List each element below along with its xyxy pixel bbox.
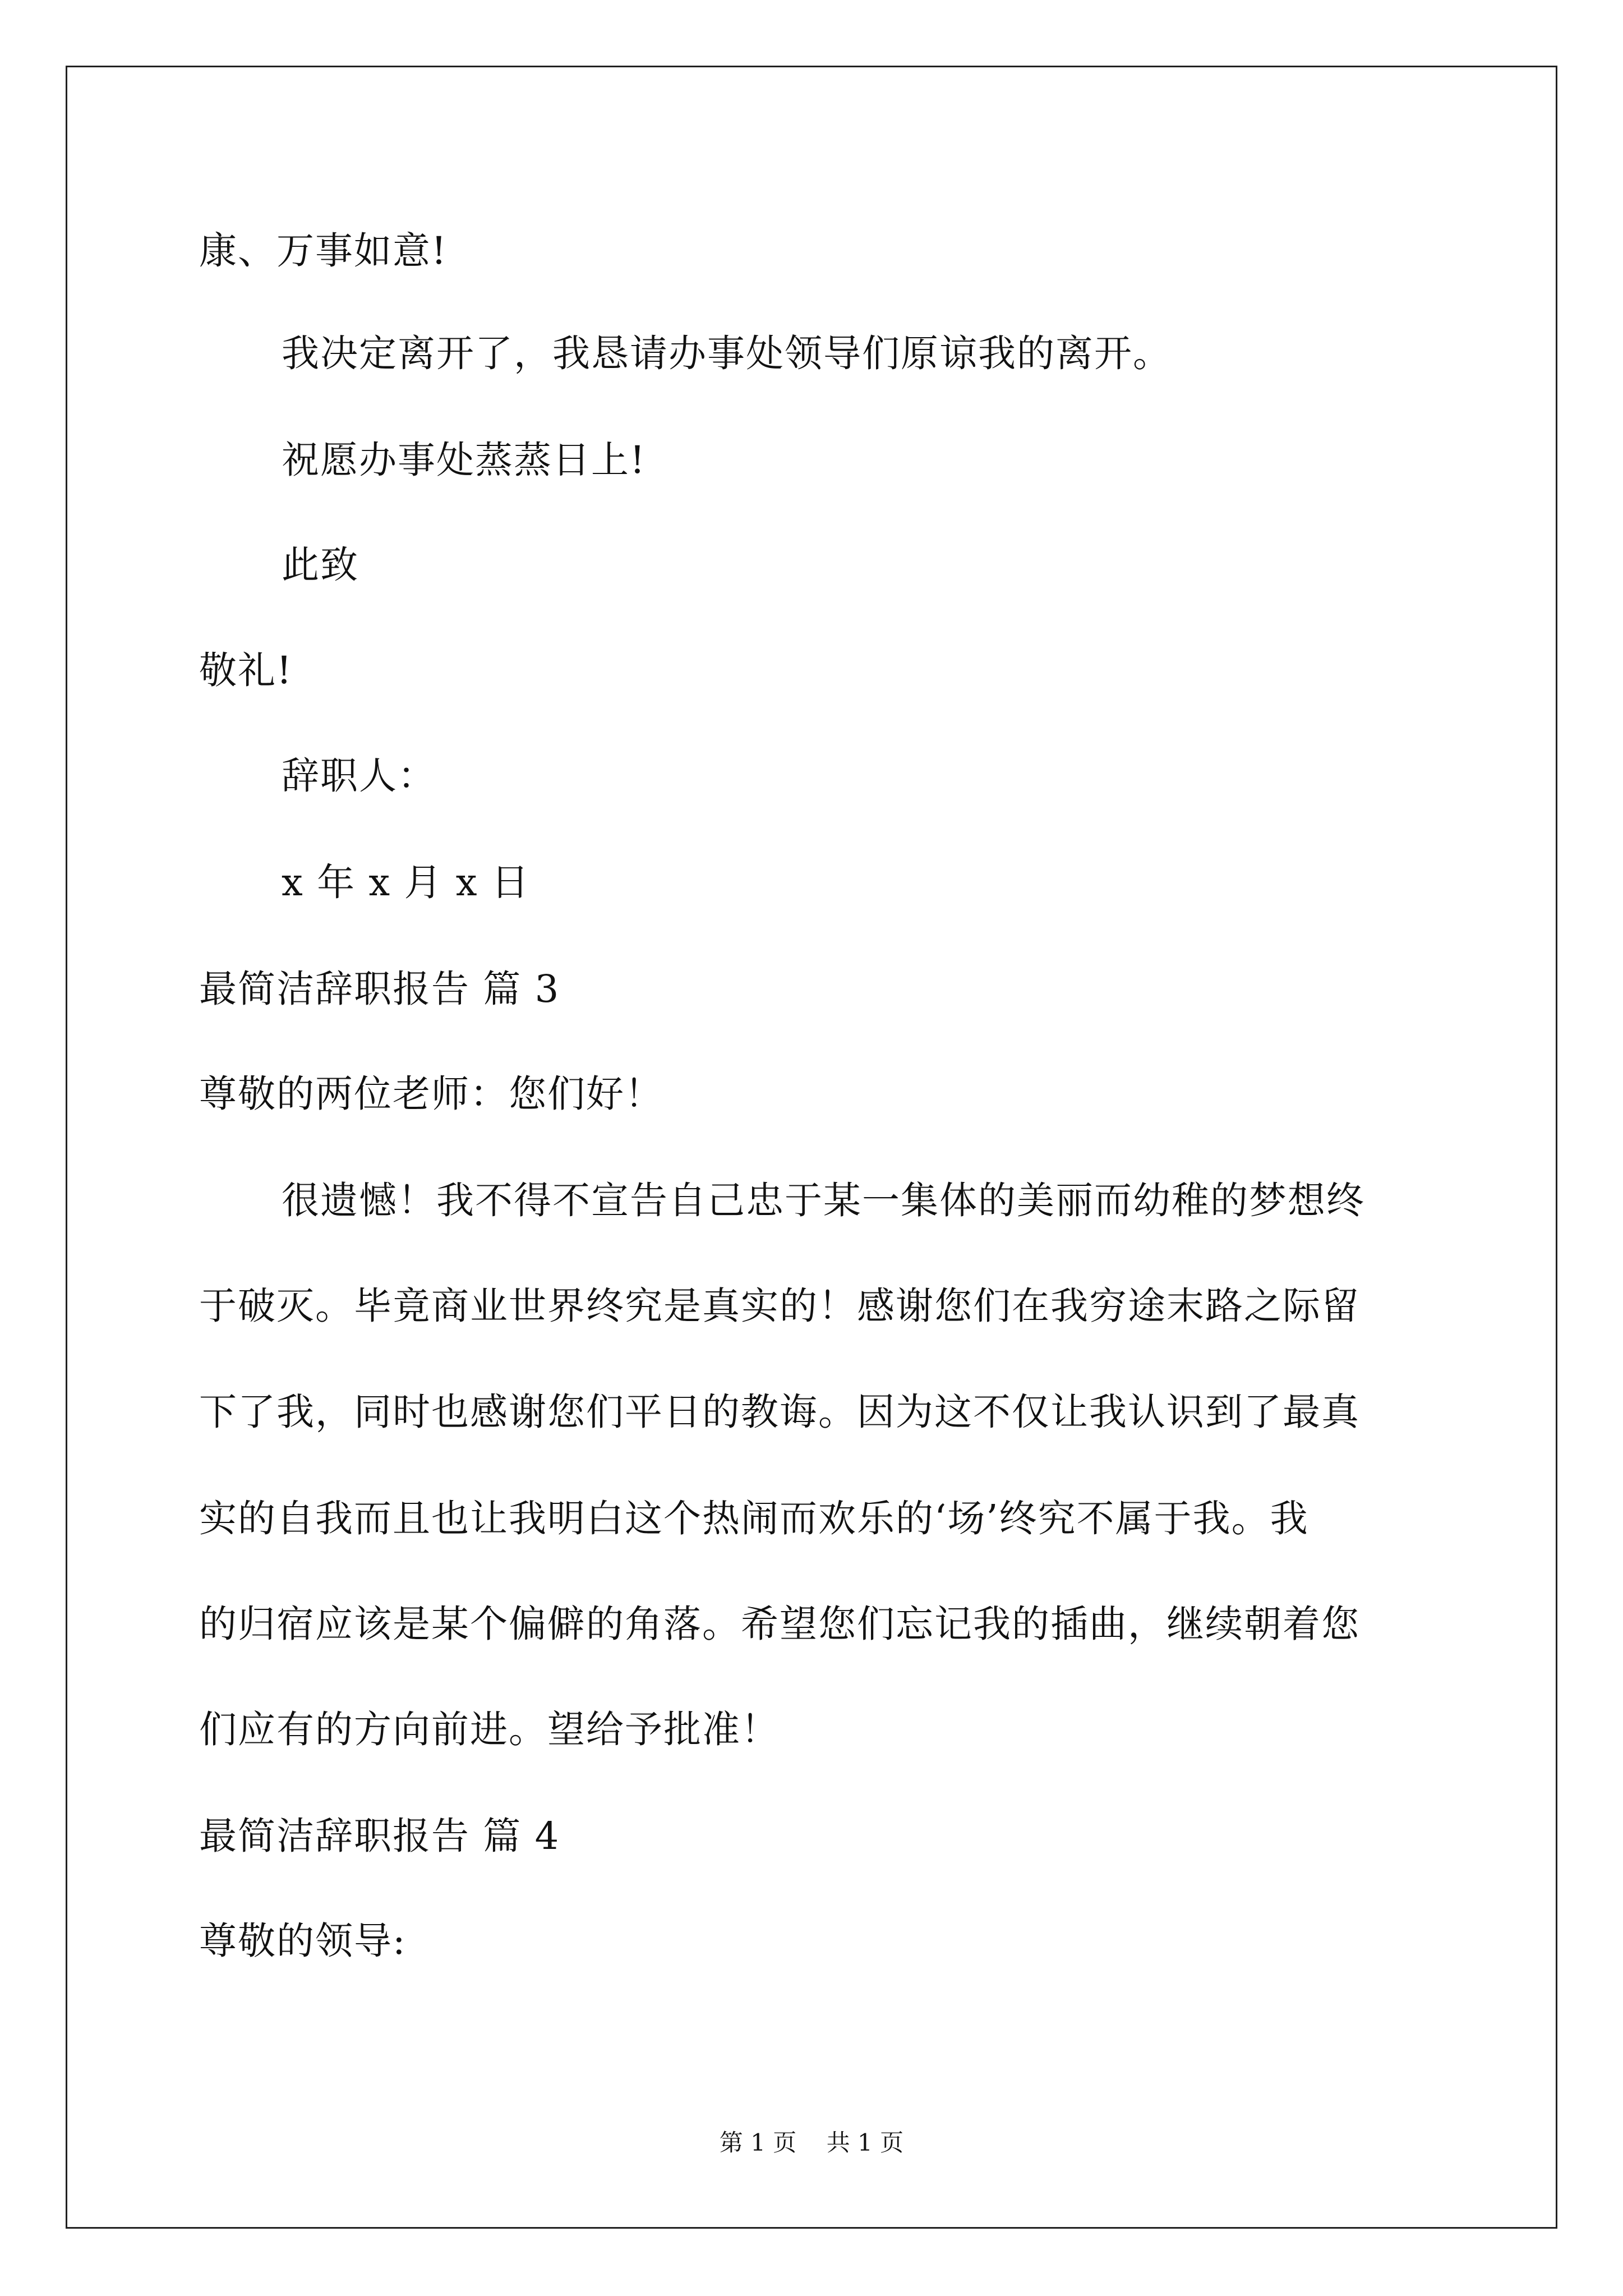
paragraph-line: 于破灭。毕竟商业世界终究是真实的！感谢您们在我穷途末路之际留 [199,1284,1360,1328]
page-number-footer: 第 1 页 共 1 页 [719,2129,904,2156]
paragraph-line: 们应有的方向前进。望给予批准！ [199,1708,780,1751]
paragraph-line: 的归宿应该是某个偏僻的角落。希望您们忘记我的插曲，继续朝着您 [199,1602,1360,1646]
text-line-greeting: 尊敬的两位老师：您们好！ [199,1072,663,1116]
text-line-resigner: 辞职人： [282,754,436,798]
text-line-date: x 年 x 月 x 日 [282,861,530,904]
text-line-salutation: 此致 [282,543,359,587]
text-line-blessing: 祝愿办事处蒸蒸日上! [282,438,646,482]
text-line-regards: 敬礼! [199,648,293,692]
section-heading-3: 最简洁辞职报告 篇 3 [199,967,560,1011]
text-line-addressee: 尊敬的领导: [199,1919,407,1963]
paragraph-line: 很遗憾！我不得不宣告自己忠于某一集体的美丽而幼稚的梦想终 [282,1179,1365,1222]
text-line-decision: 我决定离开了，我恳请办事处领导们原谅我的离开。 [282,332,1172,375]
page-border [66,66,1557,2229]
paragraph-line: 下了我，同时也感谢您们平日的教诲。因为这不仅让我认识到了最真 [199,1390,1360,1434]
text-line-closing-wish: 康、万事如意! [199,229,448,273]
section-heading-4: 最简洁辞职报告 篇 4 [199,1814,560,1858]
paragraph-line: 实的自我而且也让我明白这个热闹而欢乐的‘场’终究不属于我。我 [199,1497,1309,1540]
